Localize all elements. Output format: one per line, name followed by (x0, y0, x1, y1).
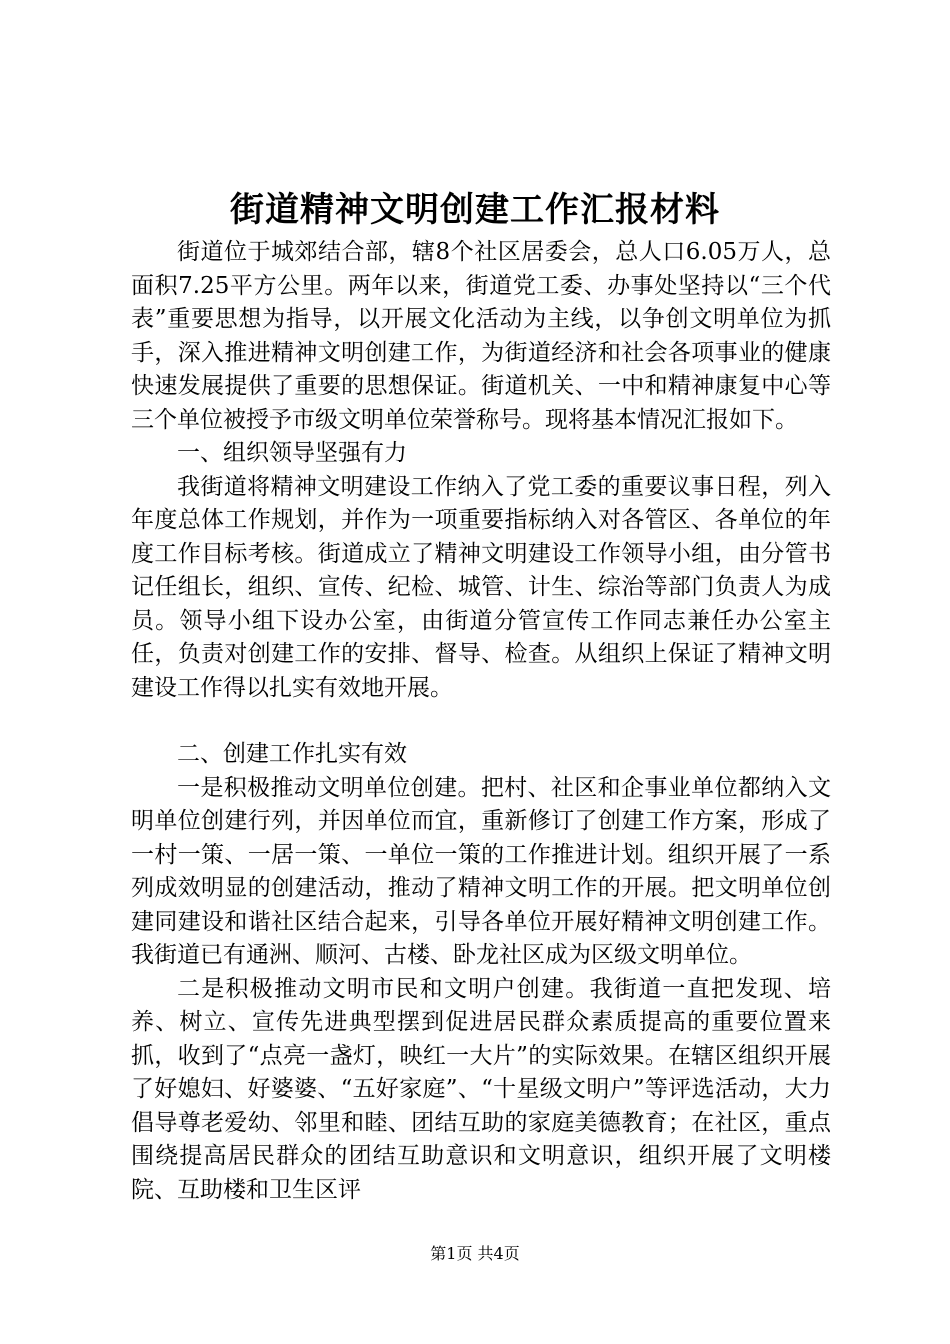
paragraph-intro: 街道位于城郊结合部，辖8个社区居委会，总人口6.05万人，总面积7.25平方公里。两年以来，街道党工委、办事处坚持以“三个代表”重要思想为指导，以开展文化活动为主线，以争创文明单位为抓手，深入推进精神文明创建工作，为街道经济和社会各项事业的健康快速发展提供了重要的思想保证。街道机关、一中和精神康复中心等三个单位被授予市级文明单位荣誉称号。现将基本情况汇报如下。 (131, 239, 831, 433)
paragraph-civilized-citizens: 二是积极推动文明市民和文明户创建。我街道一直把发现、培养、树立、宣传先进典型摆到促进居民群众素质提高的重要位置来抓，收到了“点亮一盏灯，映红一大片”的实际效果。在辖区组织开展了好媳妇、好婆婆、“五好家庭”、“十星级文明户”等评选活动，大力倡导尊老爱幼、邻里和睦、团结互助的家庭美德教育；在社区，重点围绕提高居民群众的团结互助意识和文明意识，组织开展了文明楼院、互助楼和卫生区评 (131, 975, 831, 1203)
paragraph-organization: 我街道将精神文明建设工作纳入了党工委的重要议事日程，列入年度总体工作规划，并作为一项重要指标纳入对各管区、各单位的年度工作目标考核。街道成立了精神文明建设工作领导小组，由分管书记任组长，组织、宣传、纪检、城管、计生、综治等部门负责人为成员。领导小组下设办公室，由街道分管宣传工作同志兼任办公室主任，负责对创建工作的安排、督导、检查。从组织上保证了精神文明建设工作得以扎实有效地开展。 (131, 473, 831, 701)
document-body (131, 236, 831, 1207)
document-title: 街道精神文明创建工作汇报材料 (230, 190, 720, 230)
page-footer: 第1页 共4页 (430, 1244, 520, 1263)
section-heading-2: 二、创建工作扎实有效 (177, 741, 407, 767)
paragraph-gap (131, 705, 831, 738)
section-heading-1: 一、组织领导坚强有力 (177, 440, 407, 466)
paragraph-civilized-units: 一是积极推动文明单位创建。把村、社区和企事业单位都纳入文明单位创建行列，并因单位而宜，重新修订了创建工作方案，形成了一村一策、一居一策、一单位一策的工作推进计划。组织开展了一系列成效明显的创建活动，推动了精神文明工作的开展。把文明单位创建同建设和谐社区结合起来，引导各单位开展好精神文明创建工作。我街道已有通洲、顺河、古楼、卧龙社区成为区级文明单位。 (131, 774, 831, 968)
